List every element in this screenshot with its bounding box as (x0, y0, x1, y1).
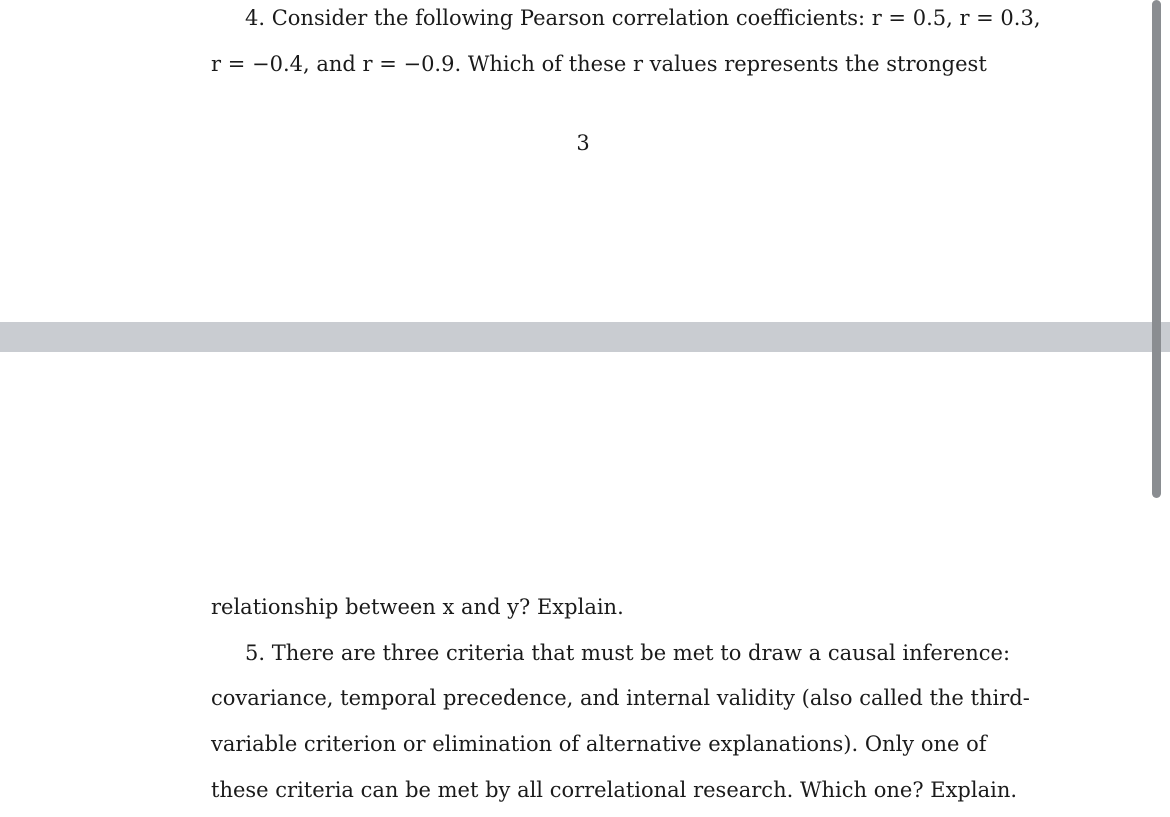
q4-line-1: 4. Consider the following Pearson correlation coefficients: r = 0.5, r = 0.3, (245, 6, 1041, 30)
page-number: 3 (576, 131, 590, 155)
q5-line-4: these criteria can be met by all correlational research. Which one? Explain. (211, 778, 1018, 802)
q5-line-3: variable criterion or elimination of alternative explanations). Only one of (211, 732, 987, 756)
q4-line-3: relationship between x and y? Explain. (211, 595, 624, 619)
q5-line-1: 5. There are three criteria that must be met to draw a causal inference: (245, 641, 1011, 665)
page-3 (0, 0, 1152, 322)
page-separator (0, 322, 1170, 352)
q4-line-2: r = −0.4, and r = −0.9. Which of these r values represents the strongest (211, 52, 987, 76)
vertical-scrollbar-thumb[interactable] (1152, 0, 1161, 498)
q5-line-2: covariance, temporal precedence, and internal validity (also called the third- (211, 686, 1030, 710)
